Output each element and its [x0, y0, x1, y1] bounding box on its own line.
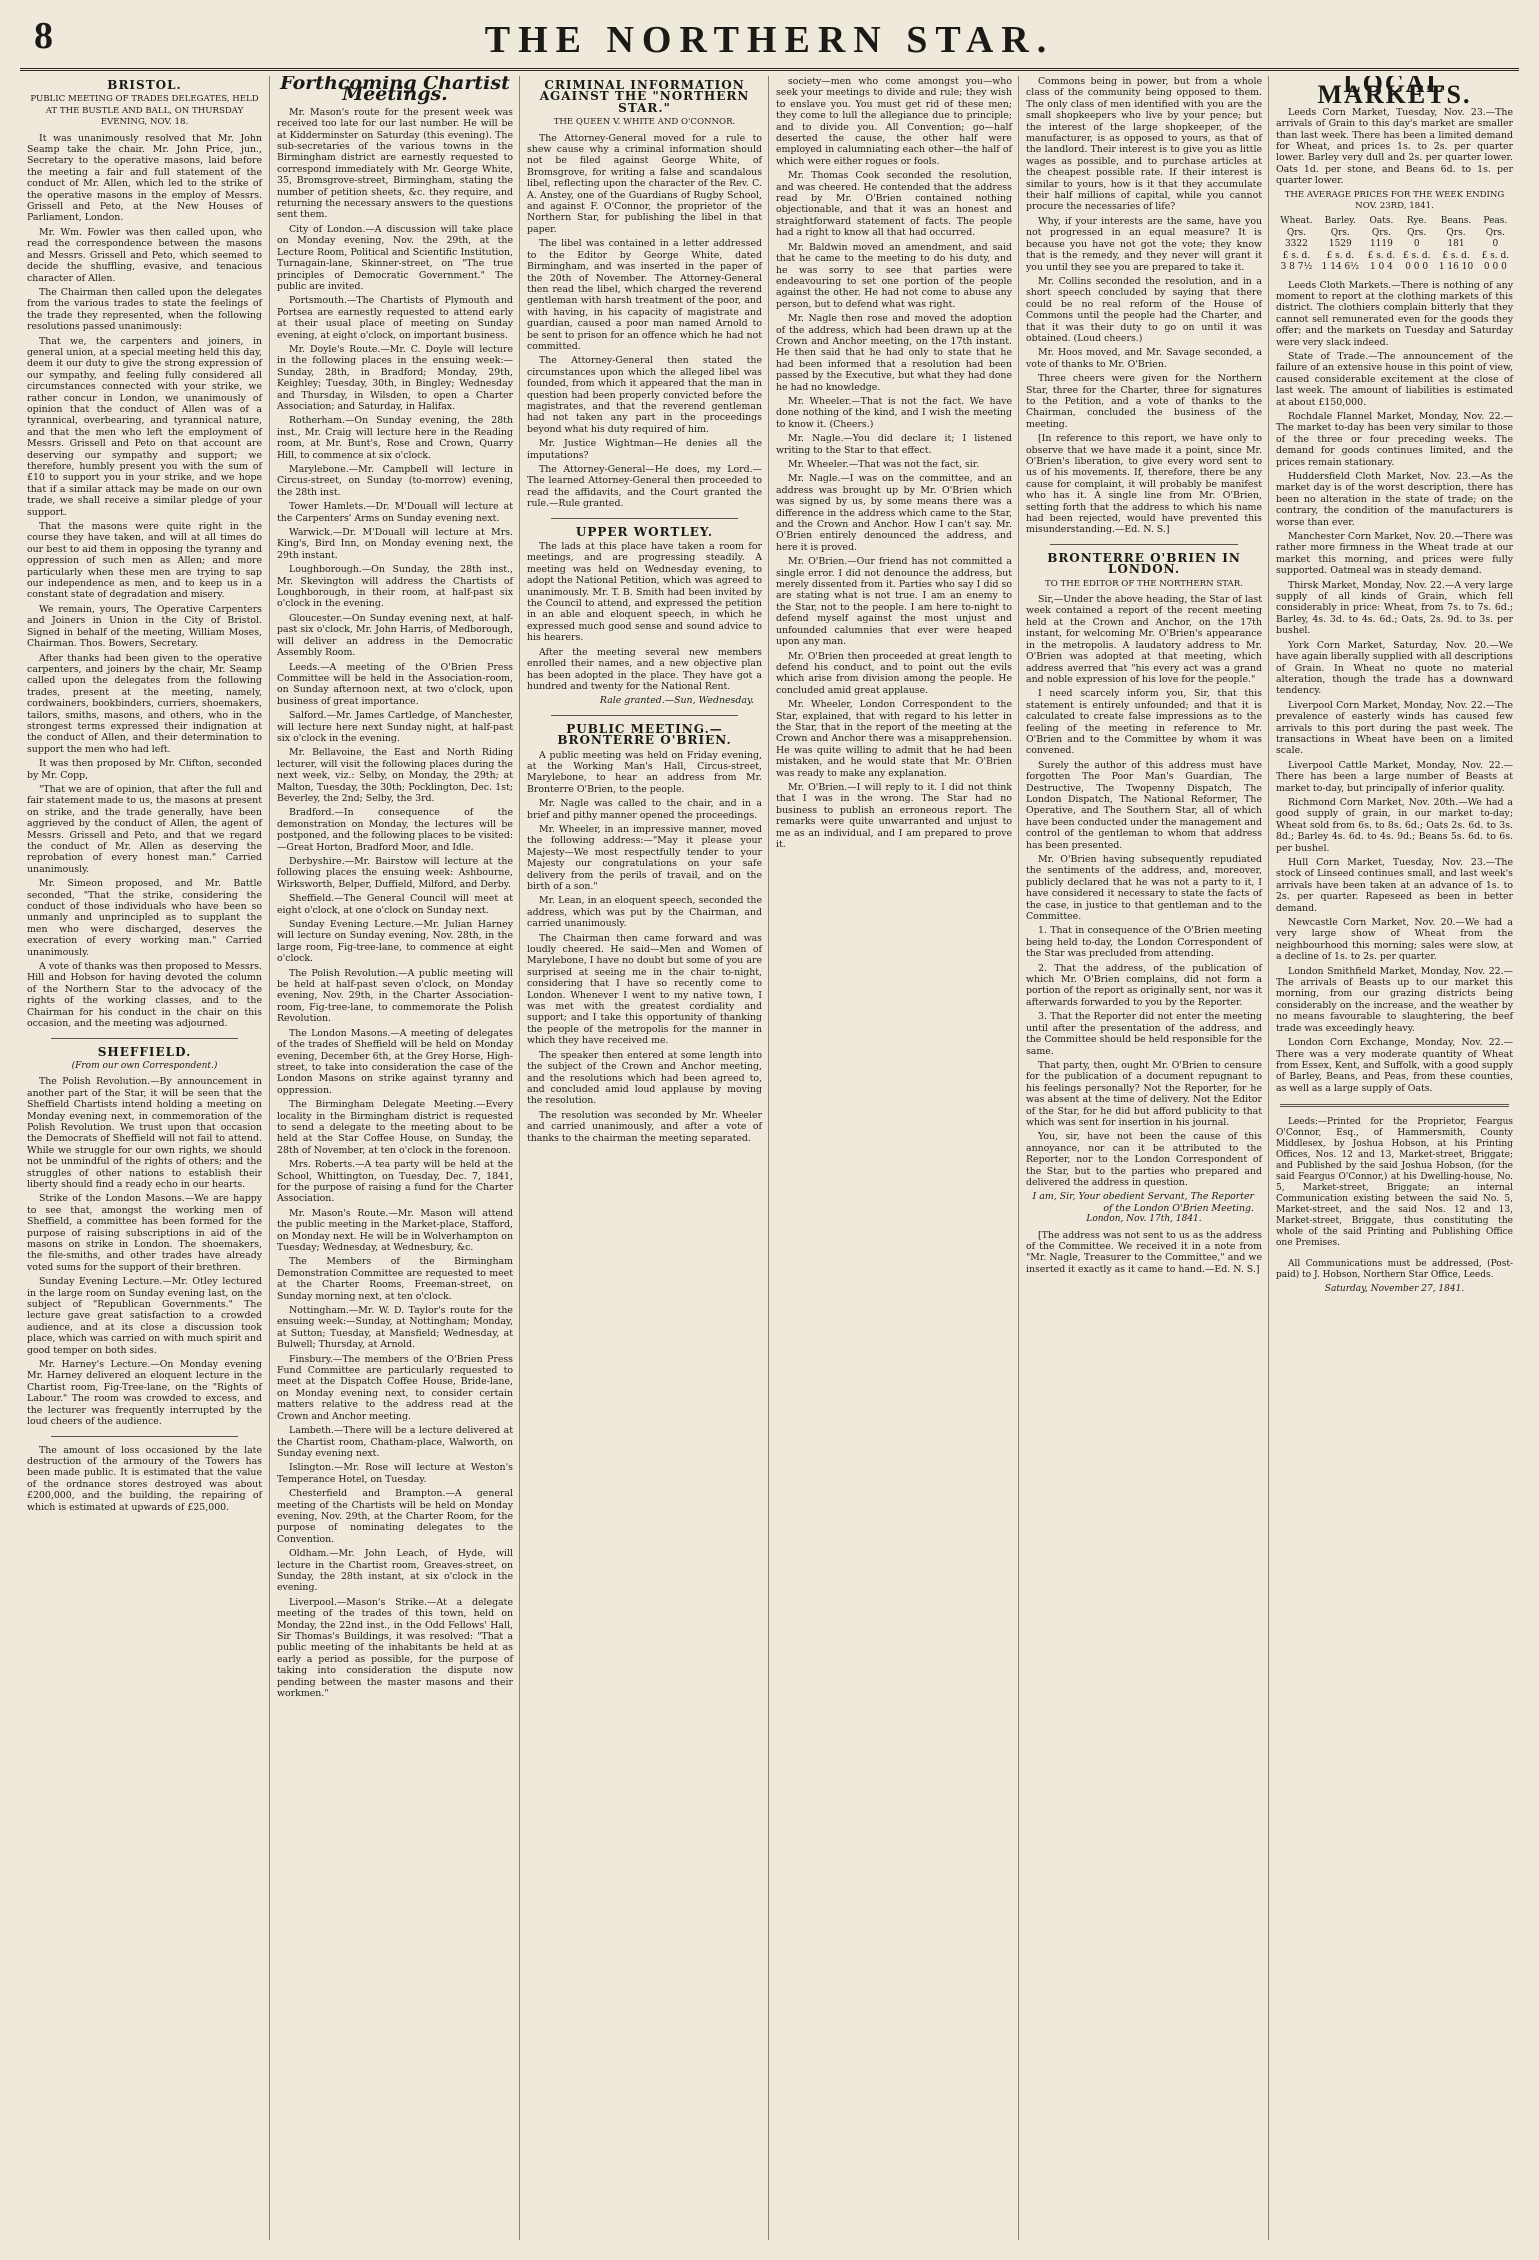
article-paragraph: The libel was contained in a letter addressed to the Editor by George White, dated Birmingham, and was inserted in the paper of the 20th of November. The Attorney-General then read the libel, which charged the reverend gentleman with harsh treatment of the poor, and with having, in his capacity of magistrate and guardian, caused a poor man named Arnold to be sent to prison for an offence which he had not committed. [527, 238, 762, 352]
article-paragraph: After thanks had been given to the operative carpenters, and joiners by the chair, Mr. Seamp called upon the delegates from the following trades, present at the meeting, namely, cordwainers, bookbinders, curriers, shoemakers, tailors, smiths, masons, and others, who in the strongest terms expressed their indignation at the conduct of Allen, and their determination to support the men who had left. [27, 652, 262, 755]
table-cell: 1 16 10 [1438, 262, 1474, 273]
average-prices-table [1276, 216, 1513, 273]
article-paragraph: A public meeting was held on Friday evening, at the Working Man's Hall, Circus-street, Marylebone, to hear an address from Mr. Bronterre O'Brien, to the people. [527, 749, 762, 795]
article-signature: Rale granted.—Sun, Wednesday. [599, 695, 754, 707]
market-report: Thirsk Market, Monday, Nov. 22.—A very large supply of all kinds of Grain, which fell considerably in price: Wheat, from 7s. to 7s. 6d.; Barley, 4s. 3d. to 4s. 6d.; Oats, 2s. 9d. to 3s. per bushel. [1276, 579, 1513, 637]
public-meeting-heading: PUBLIC MEETING.—BRONTERRE O'BRIEN. [557, 721, 732, 748]
table-row [1276, 228, 1513, 239]
article-paragraph: Mr. Wheeler, in an impressive manner, moved the following address:—"May it please your Majesty—We most respectfully tender to your Majesty our congratulations on your safe delivery from the perils of travail, and on the birth of a son." [527, 823, 762, 892]
bristol-subheading: PUBLIC MEETING OF TRADES DELEGATES, HELD AT THE BUSTLE AND BALL, ON THURSDAY EVENING, NOV. 18. [30, 94, 259, 128]
table-cell: Beans. [1440, 216, 1472, 227]
table-cell: £ s. d. [1326, 250, 1355, 261]
printer-imprint: Leeds:—Printed for the Proprietor, Feargus O'Connor, Esq., of Hammersmith, County Middlesex, by Joshua Hobson, at his Printing Offices, Nos. 12 and 13, Market-street, Briggate; and Published by the said Joshua Hobson, (for the said Feargus O'Connor,) at his Dwelling-house, No. 5, Market-street, Briggate; an internal Communication existing between the said No. 5, Market-street, and the said Nos. 12 and 13, Market-street, Briggate, thus constituting the whole of the said Printing and Publishing Office one Premises. [1276, 1117, 1513, 1249]
table-cell: Qrs. [1286, 227, 1306, 238]
notice-paragraph: Leeds.—A meeting of the O'Brien Press Committee will be held in the Association-room, on Sunday afternoon next, at two o'clock, upon business of great importance. [277, 661, 513, 707]
letter-paragraph: That party, then, ought Mr. O'Brien to censure for the publication of a document repugnant to his feelings personally? Not the Reporter, for he was absent at the time of delivery. Not the Editor of the Star, for he did but afford publicity to that which was sent for insertion in his journal. [1026, 1059, 1262, 1128]
letter-signature: I am, Sir, Your obedient Servant, The Reporter of the London O'Brien Meeting. [1032, 1191, 1254, 1214]
article-paragraph: The Polish Revolution.—By announcement in another part of the Star, it will be seen that the Sheffield Chartists intend holding a meeting on Monday evening next, in commemoration of the Polish Revolution. We trust upon that occasion the Democrats of Sheffield will not fail to attend. While we struggle for our own rights, we should not be unmindful of the rights of others; and the struggles of other nations to establish their liberty should find a ready echo in our hearts. [27, 1076, 262, 1190]
table-cell: 1 14 6½ [1321, 262, 1359, 273]
average-prices-heading: THE AVERAGE PRICES FOR THE WEEK ENDING NOV. 23RD, 1841. [1284, 189, 1505, 212]
column-2 [269, 76, 520, 2240]
divider [551, 715, 738, 716]
article-paragraph: Mr. O'Brien.—I will reply to it. I did not think that I was in the wrong. The Star had no business to publish an erroneous report. The remarks were quite unwarranted and unjust to me as an individual, and I am prepared to prove it. [776, 781, 1012, 850]
issue-date: Saturday, November 27, 1841. [1324, 1284, 1465, 1295]
table-cell: £ s. d. [1442, 250, 1470, 261]
article-paragraph: Mr. O'Brien then proceeded at great length to defend his conduct, and to point out the evils which arise from division among the people. He concluded amid great applause. [776, 650, 1012, 696]
article-paragraph: The Chairman then called upon the delegates from the various trades to state the feelings of the trade they represented, when the following resolutions passed unanimously: [27, 286, 262, 333]
table-cell: Qrs. [1446, 227, 1466, 238]
article-paragraph: Mr. Hoos moved, and Mr. Savage seconded, a vote of thanks to Mr. O'Brien. [1026, 347, 1262, 370]
article-paragraph: Mr. Harney's Lecture.—On Monday evening Mr. Harney delivered an eloquent lecture in the Chartist room, Fig-Tree-lane, on the "Rights of Labour." The room was crowded to excess, and the lecturer was frequently interrupted by the loud cheers of the audience. [27, 1359, 262, 1428]
table-cell: 0 [1492, 239, 1499, 250]
market-report: Leeds Cloth Markets.—There is nothing of any moment to report at the clothing markets of this district. The clothiers complain bitterly that they cannot sell remunerated even for the goods they offer; and the markets on Tuesday and Saturday were very slack indeed. [1276, 279, 1513, 348]
letter-paragraph: 2. That the address, of the publication of which Mr. O'Brien complains, did not form a portion of the report as originally sent, nor was it afterwards forwarded to you by the Reporter. [1026, 962, 1262, 1008]
article-paragraph: Mr. Wheeler.—That is not the fact. We have done nothing of the kind, and I wish the meeting to know it. (Cheers.) [776, 395, 1012, 430]
notice-paragraph: Loughborough.—On Sunday, the 28th inst., Mr. Skevington will address the Chartists of Loughborough, in their room, at half-past six o'clock in the evening. [277, 564, 513, 610]
notice-paragraph: Gloucester.—On Sunday evening next, at half-past six o'clock, Mr. John Harris, of Medborough, will deliver an address in the Democratic Assembly Room. [277, 612, 513, 659]
article-paragraph: Mr. Thomas Cook seconded the resolution, and was cheered. He contended that the address read by Mr. O'Brien contained nothing objectionable, and that it was an honest and straightforward statement of facts. The people had a right to know all that had occurred. [776, 170, 1012, 239]
notice-paragraph: Rotherham.—On Sunday evening, the 28th inst., Mr. Craig will lecture here in the Reading room, at Mr. Bunt's, Rose and Crown, Quarry Hill, to commence at six o'clock. [277, 415, 513, 461]
article-paragraph: Commons being in power, but from a whole class of the community being opposed to them. The only class of men identified with you are the small shopkeepers who live by your pence; but the interest of the large shopkeeper, of the manufacturer, is as opposed to yours, as that of the landlord. Their interest is to give you as little wages as possible, and to purchase articles at the cheapest possible rate. If their interest is similar to yours, how is it that they accumulate their half millions of capital, while you cannot procure the necessaries of life? [1026, 76, 1262, 213]
market-report: Liverpool Corn Market, Monday, Nov. 22.—The prevalence of easterly winds has caused few arrivals to this port during the past week. The transactions in Wheat have been on a limited scale. [1276, 699, 1513, 757]
article-paragraph: Mr. Nagle.—You did declare it; I listened writing to the Star to that effect. [776, 433, 1012, 456]
divider [51, 1038, 238, 1039]
letter-salutation: TO THE EDITOR OF THE NORTHERN STAR. [1045, 578, 1243, 589]
table-cell: Peas. [1483, 216, 1508, 227]
table-cell: 1529 [1328, 239, 1352, 250]
article-paragraph: The lads at this place have taken a room for meetings, and are progressing steadily. A meeting was held on Wednesday evening, to adopt the National Petition, which was agreed to unanimously. Mr. T. B. Smith had been invited by the Council to attend, and expressed the petition in an able and eloquent speech, in which he expressed much good sense and sound advice to his hearers. [527, 541, 762, 644]
article-paragraph: The Attorney-General then stated the circumstances upon which the alleged libel was founded, from which it appeared that the man in question had been properly convicted before the magistrates, and that the reverend gentleman had not taken any part in the proceedings beyond what his duty required of him. [527, 355, 762, 435]
notice-paragraph: Islington.—Mr. Rose will lecture at Weston's Temperance Hotel, on Tuesday. [277, 1462, 513, 1485]
table-row [1276, 239, 1513, 250]
article-paragraph: society—men who come amongst you—who seek your meetings to divide and rule; they wish to enslave you. You must get rid of these men; they come to lull the allegiance due to principle; and to divide you. All Convention; go—half deserted the cause, the other half were employed in calumniating each other—the half of which were either rogues or fools. [776, 76, 1012, 167]
notice-paragraph: Marylebone.—Mr. Campbell will lecture in Circus-street, on Sunday (to-morrow) evening, the 28th inst. [277, 464, 513, 498]
market-report: London Smithfield Market, Monday, Nov. 22.—The arrivals of Beasts up to our market this morning, from our grazing districts being considerably on the increase, and the weather by no means favourable to slaughtering, the beef trade was exceedingly heavy. [1276, 965, 1513, 1034]
table-row [1276, 262, 1513, 273]
article-paragraph: It was then proposed by Mr. Clifton, seconded by Mr. Copp, [27, 758, 262, 781]
market-report: Leeds Corn Market, Tuesday, Nov. 23.—The arrivals of Grain to this day's market are smaller than last week. There has been a limited demand for Wheat, and prices 1s. to 2s. per quarter lower. Barley very dull and 2s. per quarter lower. Oats 1d. per stone, and Beans 6d. to 1s. per quarter lower. [1276, 106, 1513, 187]
notice-paragraph: Oldham.—Mr. John Leach, of Hyde, will lecture in the Chartist room, Greaves-street, on Sunday, the 28th instant, at six o'clock in the evening. [277, 1548, 513, 1594]
bristol-heading: BRISTOL. [107, 78, 182, 92]
article-paragraph: The speaker then entered at some length into the subject of the Crown and Anchor meeting, and the resolutions which had been agreed to, and concluded amid loud applause by moving the resolution. [527, 1049, 762, 1107]
notice-paragraph: Tower Hamlets.—Dr. M'Douall will lecture at the Carpenters' Arms on Sunday evening next. [277, 501, 513, 524]
table-cell: 3322 [1284, 239, 1308, 250]
article-paragraph: That we, the carpenters and joiners, in general union, at a special meeting held this day, deem it our duty to give the strong expression of our sympathy, and feeling fully considered all circumstances connected with your strike, we rather concur in London, we unanimously of opinion that the conduct of Allen was of a tyrannical, overbearing, and tyrannical nature, and that the men who left the employment of Messrs. Grissell and Peto on that account are deserving our sympathy and support; we therefore, humbly present you with the sum of £10 to support you in your strike, and we hope that if a similar attack may be made on our own trade, we shall receive a similar pledge of your support. [27, 335, 262, 518]
masthead [20, 10, 1519, 71]
notice-paragraph: Sunday Evening Lecture.—Mr. Julian Harney will lecture on Sunday evening, Nov. 28th, in the large room, Fig-tree-lane, to commence at eight o'clock. [277, 919, 513, 965]
page-number: 8 [34, 15, 53, 57]
letter-paragraph: You, sir, have not been the cause of this annoyance, nor can it be attributed to the Reporter, nor to the London Correspondent of the Star, but to the parties who prepared and delivered the address in question. [1026, 1131, 1262, 1188]
criminal-information-heading: CRIMINAL INFORMATION AGAINST THE "NORTHERN STAR." [539, 78, 750, 115]
article-paragraph: Mr. O'Brien.—Our friend has not committed a single error. I did not denounce the address, but merely dissented from it. Parties who say I did so are stating what is not true. I am an enemy to the Star, not to the people. I am here to-night to defend myself against the most unjust and unfounded calumnies that ever were heaped upon any man. [776, 556, 1012, 648]
article-paragraph: Mr. Baldwin moved an amendment, and said that he came to the meeting to do his duty, and he was sorry to see that parties were endeavouring to set one portion of the people against the other. He had not come to abuse any person, but to defend what was right. [776, 241, 1012, 310]
upper-wortley-heading: UPPER WORTLEY. [575, 524, 714, 539]
newspaper-title: THE NORTHERN STAR. [484, 19, 1055, 61]
table-cell: Rye. [1406, 216, 1427, 227]
local-markets-heading: LOCAL MARKETS. [1317, 76, 1472, 110]
article-paragraph: Mr. Nagle.—I was on the committee, and an address was brought up by Mr. O'Brien which was signed by us, by some means there was a difference in the address which came to the Star, and the Crown and Anchor. How I can't say. Mr. O'Brien entirely denounced the address, and here it is proved. [776, 473, 1012, 553]
letter-date: London, Nov. 17th, 1841. [1086, 1214, 1202, 1225]
article-paragraph: Mr. Wheeler, London Correspondent to the Star, explained, that with regard to his letter in the Star, that in the report of the meeting at the Crown and Anchor there was a misapprehension. He was quite willing to admit that he had been mistaken, and he would state that Mr. O'Brien was ready to make any explanation. [776, 699, 1012, 779]
article-paragraph: A vote of thanks was then proposed to Messrs. Hill and Hobson for having devoted the column of the Northern Star to the advocacy of the rights of the working classes, and to the Chairman for his conduct in the chair on this occasion, and the meeting was adjourned. [27, 961, 262, 1030]
sheffield-heading: SHEFFIELD. [97, 1044, 192, 1059]
article-paragraph: Mr. Wm. Fowler was then called upon, who read the correspondence between the masons and Messrs. Grissell and Peto, which seemed to decide the shuffling, evasive, and tenacious character of Allen. [27, 226, 262, 284]
table-cell: 3 8 7½ [1280, 262, 1313, 273]
article-paragraph: The Attorney-General—He does, my Lord.—The learned Attorney-General then proceeded to read the affidavits, and the Court granted the rule.—Rule granted. [527, 464, 762, 510]
column-grid [20, 76, 1519, 2240]
column-6 [1268, 76, 1520, 2240]
market-report: State of Trade.—The announcement of the failure of an extensive house in this point of view, caused considerable excitement at the close of last week. The amount of liabilities is estimated at about £150,000. [1276, 350, 1513, 408]
sheffield-byline: (From our own Correspondent.) [71, 1060, 218, 1071]
article-paragraph: The Attorney-General moved for a rule to shew cause why a criminal information should not be filed against George White, of Bromsgrove, for writing a false and scandalous libel, reflecting upon the character of the Rev. C. A. Anstey, one of the Guardians of Rugby School, and against F. O'Connor, the proprietor of the Northern Star, for publishing the libel in that paper. [527, 132, 762, 235]
forthcoming-meetings-heading: Forthcoming Chartist Meetings. [280, 76, 510, 106]
article-paragraph: The amount of loss occasioned by the late destruction of the armoury of the Towers has been made public. It is estimated that the value of the ordnance stores destroyed was about £200,000, and the building, the repairing of which is estimated at upwards of £25,000. [27, 1444, 262, 1513]
table-cell: £ s. d. [1402, 250, 1431, 261]
table-cell: Oats. [1369, 216, 1394, 227]
column-3 [519, 76, 769, 2240]
table-cell: £ s. d. [1282, 250, 1311, 261]
table-cell: 1119 [1369, 239, 1393, 250]
article-paragraph: Sunday Evening Lecture.—Mr. Otley lectured in the large room on Sunday evening last, on the subject of "Republican Governments." The lecture gave great satisfaction to a crowded audience, and at its close a discussion took place, which was carried on with much spirit and good temper on both sides. [27, 1276, 262, 1356]
table-cell: £ s. d. [1481, 250, 1510, 261]
table-cell: 181 [1447, 239, 1465, 250]
notice-paragraph: Portsmouth.—The Chartists of Plymouth and Portsea are earnestly requested to attend early at their usual place of meeting on Sunday evening, at eight o'clock, on important business. [277, 295, 513, 341]
article-paragraph: Mr. Nagle was called to the chair, and in a brief and pithy manner opened the proceedings. [527, 798, 762, 821]
market-report: Rochdale Flannel Market, Monday, Nov. 22.—The market to-day has been very similar to those of the three or four preceding weeks. The demand for goods continues limited, and the prices remain stationary. [1276, 410, 1513, 468]
table-cell: Qrs. [1485, 227, 1505, 238]
article-paragraph: The Chairman then came forward and was loudly cheered. He said—Men and Women of Marylebone, I have no doubt but some of you are surprised at seeing me in the chair to-night, considering that I have so recently come to London. Whenever I went to my native town, I was met with the greatest cordiality and support; and I take this opportunity of thanking the people of the metropolis for the manner in which they have received me. [527, 932, 762, 1047]
divider [1050, 544, 1238, 545]
article-paragraph: Mr. Collins seconded the resolution, and in a short speech concluded by saying that there could be no real reform of the House of Commons until the people had the Charter, and that it was their duty to go on until it was obtained. (Loud cheers.) [1026, 275, 1262, 344]
criminal-information-subheading: THE QUEEN V. WHITE AND O'CONNOR. [553, 117, 736, 128]
column-5 [1018, 76, 1269, 2240]
notice-paragraph: Finsbury.—The members of the O'Brien Press Fund Committee are particularly requested to meet at the Dispatch Coffee House, Bride-lane, on Monday evening next, to consider certain matters relative to the address read at the Crown and Anchor meeting. [277, 1353, 513, 1422]
notice-paragraph: Derbyshire.—Mr. Bairstow will lecture at the following places the ensuing week: Ashbourne, Wirksworth, Belper, Duffield, Milford, and Derby. [277, 856, 513, 890]
notice-paragraph: Lambeth.—There will be a lecture delivered at the Chartist room, Chatham-place, Walworth, on Sunday evening next. [277, 1425, 513, 1459]
market-report: Newcastle Corn Market, Nov. 20.—We had a very large show of Wheat from the neighbourhood this morning; sales were slow, at a decline of 1s. to 2s. per quarter. [1276, 917, 1513, 963]
table-cell: 0 0 0 [1405, 262, 1429, 273]
divider [51, 1436, 238, 1437]
letter-paragraph: 1. That in consequence of the O'Brien meeting being held to-day, the London Correspondent of the Star was precluded from attending. [1026, 925, 1262, 960]
notice-paragraph: The Birmingham Delegate Meeting.—Every locality in the Birmingham district is requested to send a delegate to the meeting about to be held at the Star Coffee House, on Sunday, the 28th of November, at ten o'clock in the forenoon. [277, 1099, 513, 1156]
letter-paragraph: 3. That the Reporter did not enter the meeting until after the presentation of the address, and the Committee should be held responsible for the same. [1026, 1011, 1262, 1057]
article-paragraph: Strike of the London Masons.—We are happy to see that, amongst the working men of Sheffield, a committee has been formed for the purpose of raising subscriptions in aid of the masons on strike in London. The shoemakers, the file-smiths, and other trades have already voted sums for the support of their brethren. [27, 1193, 262, 1273]
article-paragraph: After the meeting several new members enrolled their names, and a new objective plan has been adopted in the place. They have got a hundred and twenty for the National Rent. [527, 646, 762, 692]
notice-paragraph: The Polish Revolution.—A public meeting will be held at half-past seven o'clock, on Monday evening, Nov. 29th, in the Charter Association-room, Fig-tree-lane, to commemorate the Polish Revolution. [277, 967, 513, 1025]
notice-paragraph: City of London.—A discussion will take place on Monday evening, Nov. the 29th, at the Lecture Room, Political and Scientific Institution, Turnagain-lane, Skinner-street, on "The true principles of Democratic Government." The public are invited. [277, 223, 513, 292]
letter-paragraph: Mr. O'Brien having subsequently repudiated the sentiments of the address, and, moreover, publicly declared that he was not a party to it, I have considered it necessary to state the facts of the case, in justice to that gentleman and to the Committee. [1026, 854, 1262, 923]
editor-note: [The address was not sent to us as the address of the Committee. We received it in a note from "Mr. Nagle, Treasurer to the Committee," and we inserted it exactly as it came to hand.—Ed. N. S.] [1026, 1229, 1262, 1275]
article-paragraph: Mr. Justice Wightman—He denies all the imputations? [527, 438, 762, 461]
notice-paragraph: Bradford.—In consequence of the demonstration on Monday, the lectures will be postponed, and the following places to be visited:—Great Horton, Bradford Moor, and Idle. [277, 807, 513, 853]
article-paragraph: We remain, yours, The Operative Carpenters and Joiners in Union in the City of Bristol. Signed in behalf of the meeting, William Moses, Chairman. Thos. Bowers, Secretary. [27, 603, 262, 650]
market-report: Hull Corn Market, Tuesday, Nov. 23.—The stock of Linseed continues small, and last week's arrivals have been taken at an advance of 1s. to 2s. per quarter. Rapeseed as been in better demand. [1276, 857, 1513, 914]
notice-paragraph: Mr. Mason's Route.—Mr. Mason will attend the public meeting in the Market-place, Stafford, on Monday next. He will be in Wolverhampton on Tuesday; Wednesday, at Wednesbury, &c. [277, 1207, 513, 1253]
table-cell: 1 0 4 [1369, 262, 1393, 273]
notice-paragraph: Nottingham.—Mr. W. D. Taylor's route for the ensuing week:—Sunday, at Nottingham; Monday, at Sutton; Tuesday, at Mansfield; Wednesday, at Bulwell; Thursday, at Arnold. [277, 1305, 513, 1351]
notice-paragraph: Salford.—Mr. James Cartledge, of Manchester, will lecture here next Sunday night, at half-past six o'clock in the evening. [277, 710, 513, 744]
table-cell: 0 [1413, 239, 1420, 250]
market-report: Liverpool Cattle Market, Monday, Nov. 22.—There has been a large number of Beasts at market to-day, but principally of inferior quality. [1276, 759, 1513, 794]
letter-paragraph: Sir,—Under the above heading, the Star of last week contained a report of the recent meeting held at the Crown and Anchor, on the 17th instant, for welcoming Mr. O'Brien's appearance in the metropolis. A laudatory address to Mr. O'Brien was adopted at that meeting, which address averred that "his every act was a grand and noble expression of his love for the people." [1026, 594, 1262, 685]
market-report: Richmond Corn Market, Nov. 20th.—We had a good supply of grain, in our market to-day; Wheat sold from 6s. to 8s. 6d.; Oats 2s. 6d. to 3s. 8d.; Barley 4s. 6d. to 4s. 9d.; Beans 5s. 6d. to 6s. per bushel. [1276, 796, 1513, 854]
notice-paragraph: The Members of the Birmingham Demonstration Committee are requested to meet at the Charter Rooms, Freeman-street, on Sunday morning next, at ten o'clock. [277, 1256, 513, 1302]
market-report: Huddersfield Cloth Market, Nov. 23.—As the market day is of the worst description, there has been no alteration in the state of trade; on the contrary, the condition of the manufacturers is worse than ever. [1276, 471, 1513, 528]
printer-address: All Communications must be addressed, (Post-paid) to J. Hobson, Northern Star Office, Leeds. [1276, 1259, 1513, 1281]
notice-paragraph: Warwick.—Dr. M'Douall will lecture at Mrs. King's, Bird Inn, on Monday evening next, the 29th instant. [277, 527, 513, 561]
article-paragraph: Three cheers were given for the Northern Star, three for the Charter, three for signatures to the Petition, and a vote of thanks to the Chairman, concluded the business of the meeting. [1026, 373, 1262, 430]
notice-paragraph: Mr. Mason's route for the present week was received too late for our last number. He will be at Kidderminster on Saturday (this evening). The sub-secretaries of the various towns in the Birmingham district are earnestly requested to correspond immediately with Mr. George White, 35, Bromsgrove-street, Birmingham, stating the number of petition sheets, &c. they require, and returning the necessary answers to the questions sent them. [277, 106, 513, 221]
article-paragraph: Mr. Nagle then rose and moved the adoption of the address, which had been drawn up at the Crown and Anchor meeting, on the 17th instant. He then said that he had only to state that he had been informed that a resolution had been passed by the Executive, but what they had done he had no knowledge. [776, 313, 1012, 393]
article-paragraph: Mr. Simeon proposed, and Mr. Battle seconded, "That the strike, considering the conduct of those individuals who have been so unmanly and unprincipled as to supplant the men who were discharged, deserves the execration of every working man." Carried unanimously. [27, 878, 262, 958]
article-paragraph: "That we are of opinion, that after the full and fair statement made to us, the masons at present on strike, and the trade generally, have been aggrieved by the conduct of Allen, the agent of Messrs. Grissell and Peto, and that we regard the conduct of Mr. Allen as deserving the reprobation of every honest man." Carried unanimously. [27, 783, 262, 875]
table-cell: 0 0 0 [1483, 262, 1507, 273]
notice-paragraph: Mr. Doyle's Route.—Mr. C. Doyle will lecture in the following places in the ensuing week:—Sunday, 28th, in Bradford; Monday, 29th, Keighley; Tuesday, 30th, in Bingley; Wednesday and Thursday, in Wilsden, to open a Charter Association; and Saturday, in Halifax. [277, 343, 513, 412]
market-report: London Corn Exchange, Monday, Nov. 22.—There was a very moderate quantity of Wheat from Essex, Kent, and Suffolk, with a good supply of Barley, Beans, and Peas, from these counties, as well as a large supply of Oats. [1276, 1037, 1513, 1094]
letter-paragraph: I need scarcely inform you, Sir, that this statement is entirely unfounded; and that it is calculated to create false impressions as to the feeling of the meeting in reference to Mr. O'Brien and to the Committee by whom it was convened. [1026, 688, 1262, 757]
table-cell: Qrs. [1407, 227, 1427, 238]
divider [551, 518, 738, 519]
article-paragraph: Mr. Lean, in an eloquent speech, seconded the address, which was put by the Chairman, and carried unanimously. [527, 895, 762, 930]
market-report: Manchester Corn Market, Nov. 20.—There was rather more firmness in the Wheat trade at our market this morning, and prices were fully supported. Oatmeal was in steady demand. [1276, 531, 1513, 577]
table-cell: £ s. d. [1367, 250, 1396, 261]
article-paragraph: Why, if your interests are the same, have you not progressed in an equal measure? It is because you have not got the vote; they know that is the remedy, and they never will grant it you until they see you are prepared to take it. [1026, 215, 1262, 273]
bronterre-heading: BRONTERRE O'BRIEN IN LONDON. [1047, 550, 1241, 577]
column-1 [20, 76, 269, 2240]
notice-paragraph: The London Masons.—A meeting of delegates of the trades of Sheffield will be held on Monday evening, December 6th, at the Grey Horse, High-street, to take into consideration the case of the London Masons on strike against tyranny and oppression. [277, 1027, 513, 1096]
notice-paragraph: Sheffield.—The General Council will meet at eight o'clock, at one o'clock on Sunday next. [277, 893, 513, 916]
article-paragraph: That the masons were quite right in the course they have taken, and will at all times do our best to aid them in opposing the tyranny and oppression of such men as Allen; and more particularly when these men are trying to sap our independence as men, and to keep us in a constant state of degradation and misery. [27, 521, 262, 601]
article-paragraph: The resolution was seconded by Mr. Wheeler and carried unanimously, and after a vote of thanks to the chairman the meeting separated. [527, 1109, 762, 1144]
table-cell: Qrs. [1330, 227, 1350, 238]
table-cell: Qrs. [1371, 227, 1391, 238]
table-cell: Barley. [1324, 216, 1356, 227]
notice-paragraph: Liverpool.—Mason's Strike.—At a delegate meeting of the trades of this town, held on Monday, the 22nd inst., in the Odd Fellows' Hall, Sir Thomas's Buildings, it was resolved: "That a public meeting of the inhabitants be held at as early a period as possible, for the purpose of taking into consideration the dispute now pending between the master masons and their workmen." [277, 1596, 513, 1700]
column-4 [768, 76, 1019, 2240]
market-report: York Corn Market, Saturday, Nov. 20.—We have again liberally supplied with all descriptions of Grain. In Wheat no quote no material alteration, though the trade has a downward tendency. [1276, 639, 1513, 697]
table-row [1276, 251, 1513, 262]
table-cell: Wheat. [1280, 216, 1313, 227]
article-paragraph: It was unanimously resolved that Mr. John Seamp take the chair. Mr. John Price, jun., Secretary to the operative masons, laid before the meeting a fair and full statement of the conduct of Mr. Allen, which led to the strike of the operative masons in the employ of Messrs. Grissell and Peto, at the New Houses of Parliament, London. [27, 132, 262, 224]
table-header-row [1276, 216, 1513, 227]
editor-note: [In reference to this report, we have only to observe that we have made it a point, since Mr. O'Brien's liberation, to give every word sent to us of his movements. If, therefore, there be any cause for complaint, it will probably be manifest who has it. A single line from Mr. O'Brien, setting forth that the address to which his name had been rejected, would have prevented this misunderstanding.—Ed. N. S.] [1026, 433, 1262, 536]
letter-paragraph: Surely the author of this address must have forgotten The Poor Man's Guardian, The Destructive, The Twopenny Dispatch, The London Dispatch, The National Reformer, The Operative, and The Southern Star, all of which have been conducted under the management and control of the gentleman to whom that address has been presented. [1026, 759, 1263, 851]
divider [1280, 1104, 1509, 1107]
notice-paragraph: Mr. Bellavoine, the East and North Riding lecturer, will visit the following places during the next week, viz.: Selby, on Monday, the 29th; at Malton, Tuesday, the 30th; Pocklington, Dec. 1st; Beverley, the 2nd; Selby, the 3rd. [277, 747, 513, 804]
notice-paragraph: Mrs. Roberts.—A tea party will be held at the School, Whittington, on Tuesday, Dec. 7, 1841, for the purpose of raising a fund for the Charter Association. [277, 1159, 513, 1205]
notice-paragraph: Chesterfield and Brampton.—A general meeting of the Chartists will be held on Monday evening, Nov. 29th, at the Charter Room, for the purpose of nominating delegates to the Convention. [277, 1488, 513, 1545]
article-paragraph: Mr. Wheeler.—That was not the fact, sir. [788, 459, 980, 470]
